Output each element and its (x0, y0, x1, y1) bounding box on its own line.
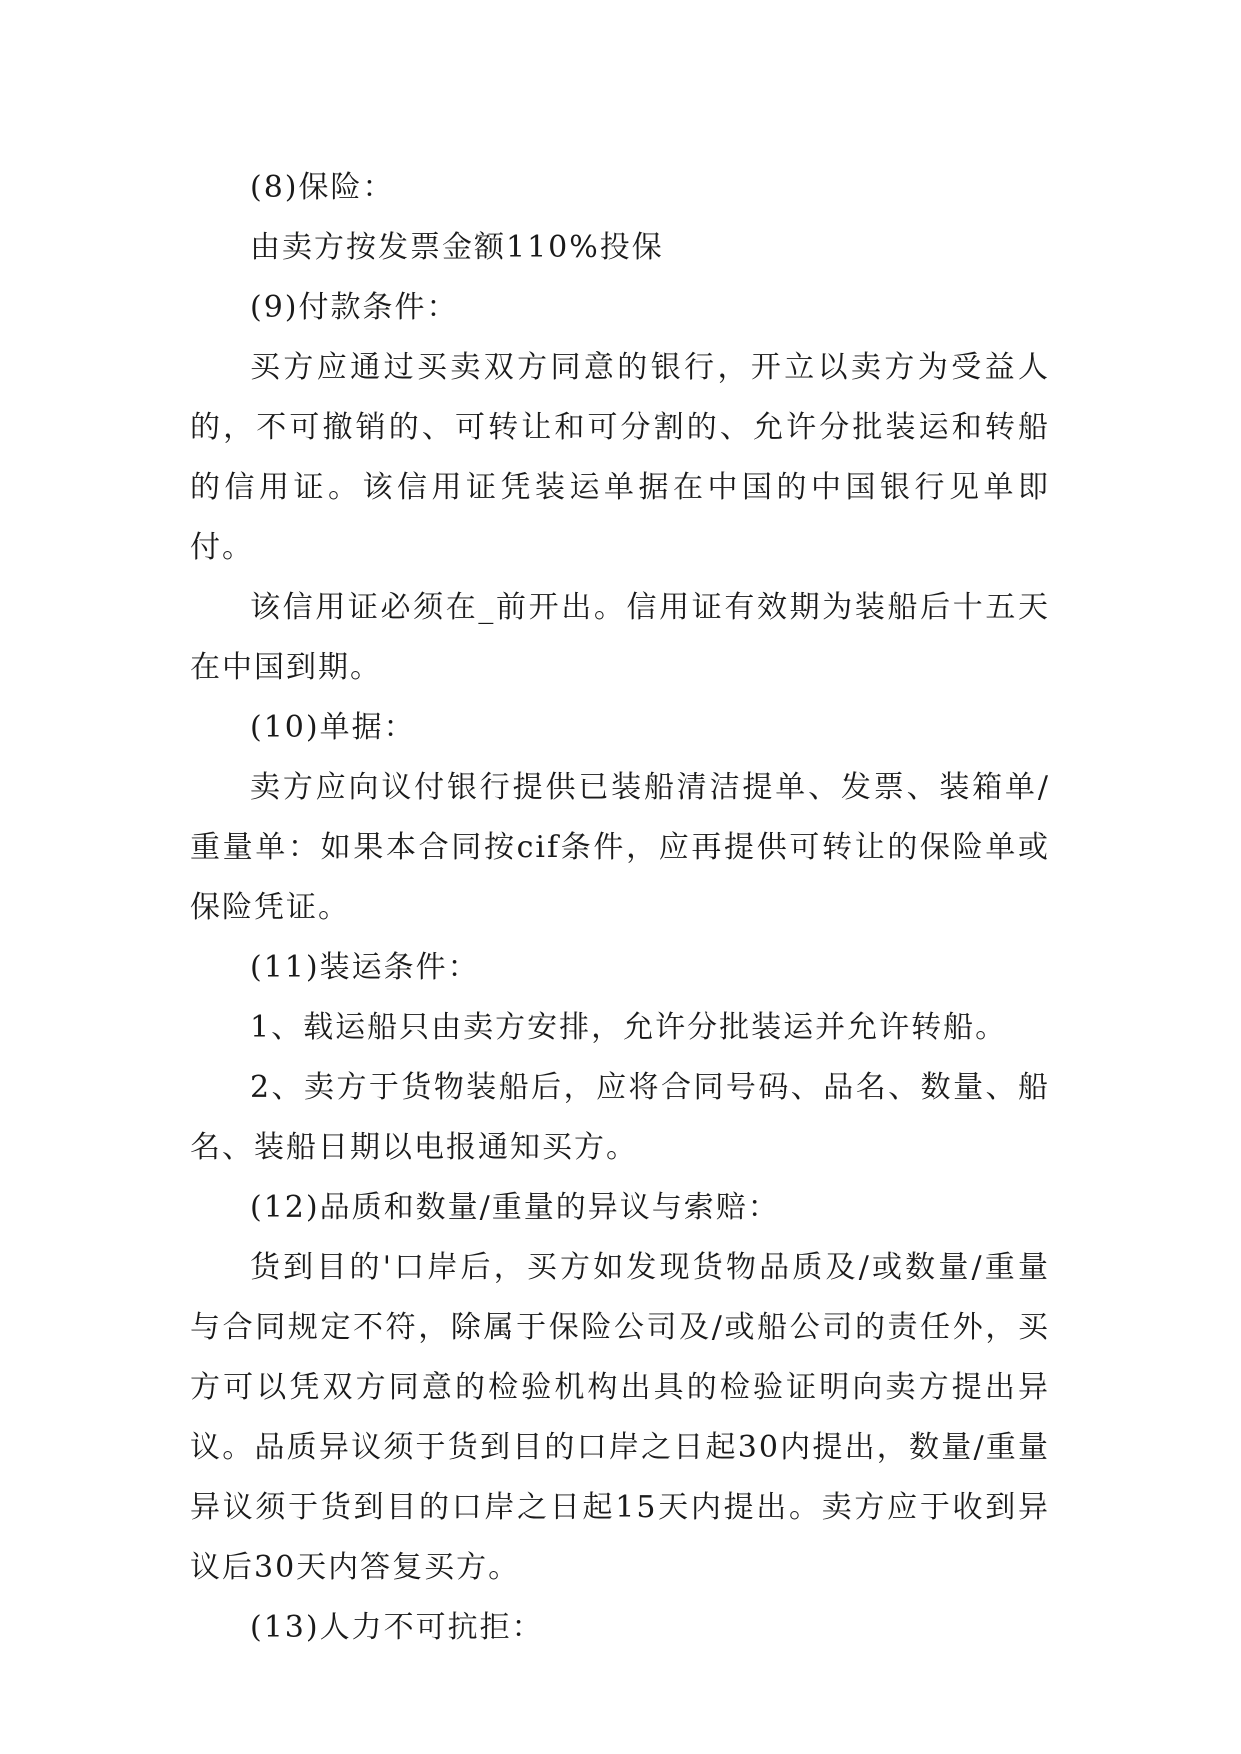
heading-documents: (10)单据： (250, 710, 416, 745)
heading-payment-terms: (9)付款条件： (250, 290, 459, 325)
heading-force-majeure: (13)人力不可抗拒： (250, 1610, 544, 1645)
paragraph-documents: 卖方应向议付银行提供已装船清洁提单、发票、装箱单/重量单：如果本合同按cif条件，应再提供可转让的保险单或保险凭证。 (190, 770, 1050, 925)
paragraph-insurance: 由卖方按发票金额110%投保 (250, 230, 664, 265)
heading-insurance: (8)保险： (250, 170, 395, 205)
paragraph-shipment-2: 2、卖方于货物装船后，应将合同号码、品名、数量、船名、装船日期以电报通知买方。 (190, 1070, 1050, 1165)
heading-shipment-terms: (11)装运条件： (250, 950, 480, 985)
paragraph-claims: 货到目的'口岸后，买方如发现货物品质及/或数量/重量与合同规定不符，除属于保险公司及/或船公司的责任外，买方可以凭双方同意的检验机构出具的检验证明向卖方提出异议。品质异议须于货到目的口岸之日起30内提出，数量/重量异议须于货到目的口岸之日起15天内提出。卖方应于收到异议后30天内答复买方。 (190, 1250, 1050, 1585)
document-body (190, 158, 1050, 1658)
heading-claims: (12)品质和数量/重量的异议与索赔： (250, 1190, 780, 1225)
paragraph-shipment-1: 1、载运船只由卖方安排，允许分批装运并允许转船。 (250, 1010, 1008, 1045)
paragraph-letter-of-credit: 买方应通过买卖双方同意的银行，开立以卖方为受益人的，不可撤销的、可转让和可分割的、允许分批装运和转船的信用证。该信用证凭装运单据在中国的中国银行见单即付。 (190, 350, 1050, 565)
paragraph-credit-validity: 该信用证必须在_前开出。信用证有效期为装船后十五天在中国到期。 (190, 590, 1050, 685)
